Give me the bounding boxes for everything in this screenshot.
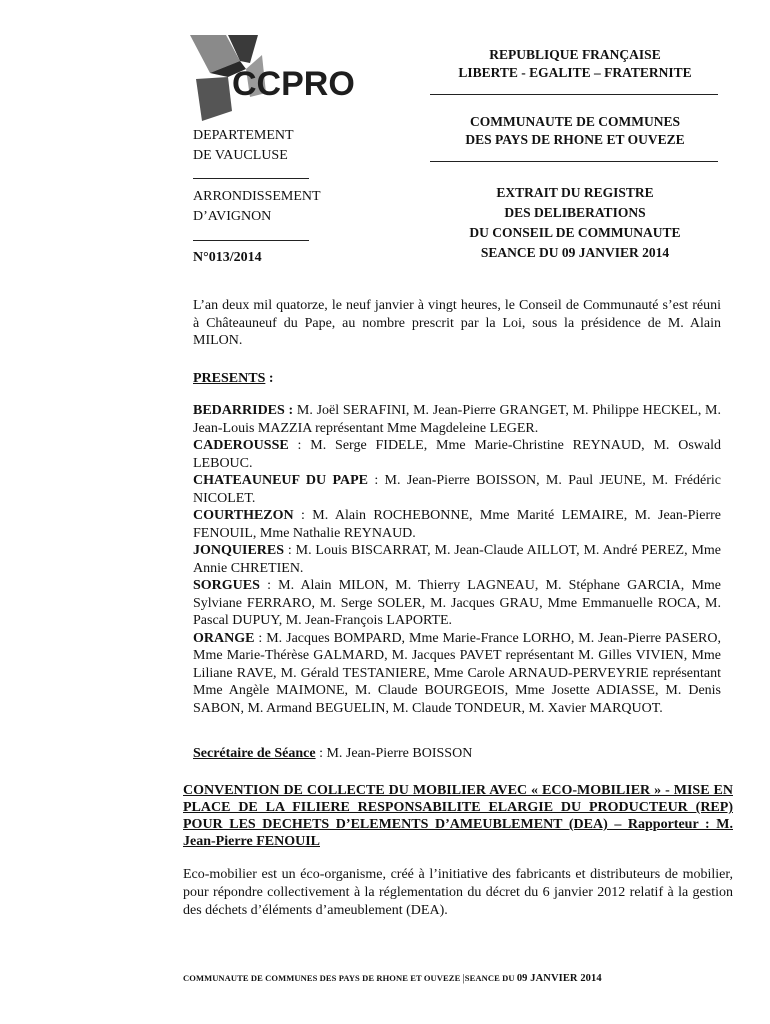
- presents-suffix: :: [265, 371, 274, 386]
- arrondissement-line-2: D’AVIGNON: [193, 209, 272, 224]
- divider: [193, 240, 309, 241]
- ccpro-logo-icon: [188, 33, 368, 128]
- presents-item: [193, 472, 721, 507]
- community-heading: [430, 113, 720, 149]
- extract-line-3: DU CONSEIL DE COMMUNAUTE: [469, 225, 681, 240]
- town-name: CADEROUSSE: [193, 438, 289, 453]
- member-names: : M. Jean-Pierre BOISSON, M. Paul JEUNE, M. Frédéric NICOLET.: [193, 473, 721, 506]
- town-name: BEDARRIDES :: [193, 403, 294, 418]
- member-names: : M. Alain MILON, M. Thierry LAGNEAU, M. Stéphane GARCIA, Mme Sylviane FERRARO, M. Serge SOLER, M. Jacques GRAU, Mme Emmanuelle ROCA, M. Pascal DUPUY, M. Jean-François LAPORTE.: [193, 578, 721, 628]
- presents-item: [193, 577, 721, 630]
- convention-title: CONVENTION DE COLLECTE DU MOBILIER AVEC « ECO-MOBILIER » - MISE EN PLACE DE LA FILIERE RESPONSABILITE ELARGIE DU PRODUCTEUR (REP) POUR LES DECHETS D’ELEMENTS D’AMEUBLEMENT (DEA) – Rapporteur : M. Jean-Pierre FENOUIL: [183, 783, 733, 849]
- secretary-label: Secrétaire de Séance: [193, 746, 316, 761]
- republic-heading: [430, 46, 720, 82]
- footer-community: COMMUNAUTE DE COMMUNES DES PAYS DE RHONE ET OUVEZE: [183, 973, 461, 983]
- member-names: : M. Alain ROCHEBONNE, Mme Marité LEMAIRE, M. Jean-Pierre FENOUIL, Mme Nathalie REYNAUD.: [193, 508, 721, 541]
- logo-text: CCPRO: [232, 65, 355, 103]
- divider: [430, 161, 718, 162]
- motto-line: LIBERTE - EGALITE – FRATERNITE: [458, 65, 692, 80]
- deliberation-number: N°013/2014: [193, 250, 262, 265]
- presents-item: [193, 542, 721, 577]
- community-line-1: COMMUNAUTE DE COMMUNES: [470, 114, 680, 129]
- divider: [193, 178, 309, 179]
- republic-line: REPUBLIQUE FRANÇAISE: [489, 47, 661, 62]
- secretary-line: [193, 745, 721, 763]
- town-name: COURTHEZON: [193, 508, 294, 523]
- presents-title: PRESENTS: [193, 371, 266, 386]
- presents-heading: [193, 370, 721, 388]
- eco-paragraph: Eco-mobilier est un éco-organisme, créé à l’initiative des fabricants et distributeurs de mobilier, pour répondre collectivement à la réglementation du décret du 6 janvier 2012 relatif à la gestion des déchets d’éléments d’ameublement (DEA).: [183, 867, 733, 918]
- footer-separator: |: [462, 973, 465, 984]
- department-block: [193, 126, 294, 166]
- presents-item: [193, 437, 721, 472]
- member-names: M. Joël SERAFINI, M. Jean-Pierre GRANGET, M. Philippe HECKEL, M. Jean-Louis MAZZIA représentant Mme Magdeleine LEGER.: [193, 403, 722, 436]
- page-footer: [183, 973, 733, 984]
- town-name: SORGUES: [193, 578, 260, 593]
- town-name: JONQUIERES: [193, 543, 285, 558]
- member-names: : M. Jacques BOMPARD, Mme Marie-France LORHO, M. Jean-Pierre PASERO, Mme Marie-Thérèse GALMARD, M. Jacques PAVET représentant M. Gilles VIVIEN, Mme Liliane RAVE, M. Gérald TESTANIERE, Mme Carole ARNAUD-PERVEYRIE représentant Mme Angèle MAIMONE, M. Claude BOURGEOIS, Mme Josette ADIASSE, M. Denis SABON, M. Armand BEGUELIN, M. Claude TONDEUR, M. Xavier MARQUOT.: [193, 630, 721, 716]
- town-name: CHATEAUNEUF DU PAPE: [193, 473, 368, 488]
- presents-item: [193, 630, 721, 718]
- arrondissement-block: [193, 187, 321, 227]
- member-names: : M. Serge FIDELE, Mme Marie-Christine REYNAUD, M. Oswald LEBOUC.: [193, 438, 721, 471]
- presents-list: [193, 402, 721, 717]
- arrondissement-line-1: ARRONDISSEMENT: [193, 189, 321, 204]
- department-line-2: DE VAUCLUSE: [193, 148, 288, 163]
- extract-heading: [430, 183, 720, 263]
- intro-paragraph: L’an deux mil quatorze, le neuf janvier à vingt heures, le Conseil de Communauté s’est réuni à Châteauneuf du Pape, au nombre prescrit par la Loi, sous la présidence de M. Alain MILON.: [193, 298, 721, 348]
- footer-date: 09 JANVIER 2014: [516, 973, 602, 984]
- extract-line-4: SEANCE DU 09 JANVIER 2014: [480, 245, 670, 260]
- community-line-2: DES PAYS DE RHONE ET OUVEZE: [465, 132, 685, 147]
- extract-line-2: DES DELIBERATIONS: [504, 205, 646, 220]
- department-line-1: DEPARTEMENT: [193, 128, 294, 143]
- member-names: : M. Louis BISCARRAT, M. Jean-Claude AILLOT, M. André PEREZ, Mme Annie CHRETIEN.: [193, 543, 721, 576]
- ccpro-logo: [188, 33, 368, 128]
- secretary-value: : M. Jean-Pierre BOISSON: [315, 746, 473, 761]
- extract-line-1: EXTRAIT DU REGISTRE: [496, 185, 654, 200]
- footer-session: SEANCE DU: [464, 973, 517, 983]
- presents-item: [193, 507, 721, 542]
- town-name: ORANGE: [193, 630, 255, 646]
- divider: [430, 94, 718, 95]
- presents-item: [193, 402, 721, 437]
